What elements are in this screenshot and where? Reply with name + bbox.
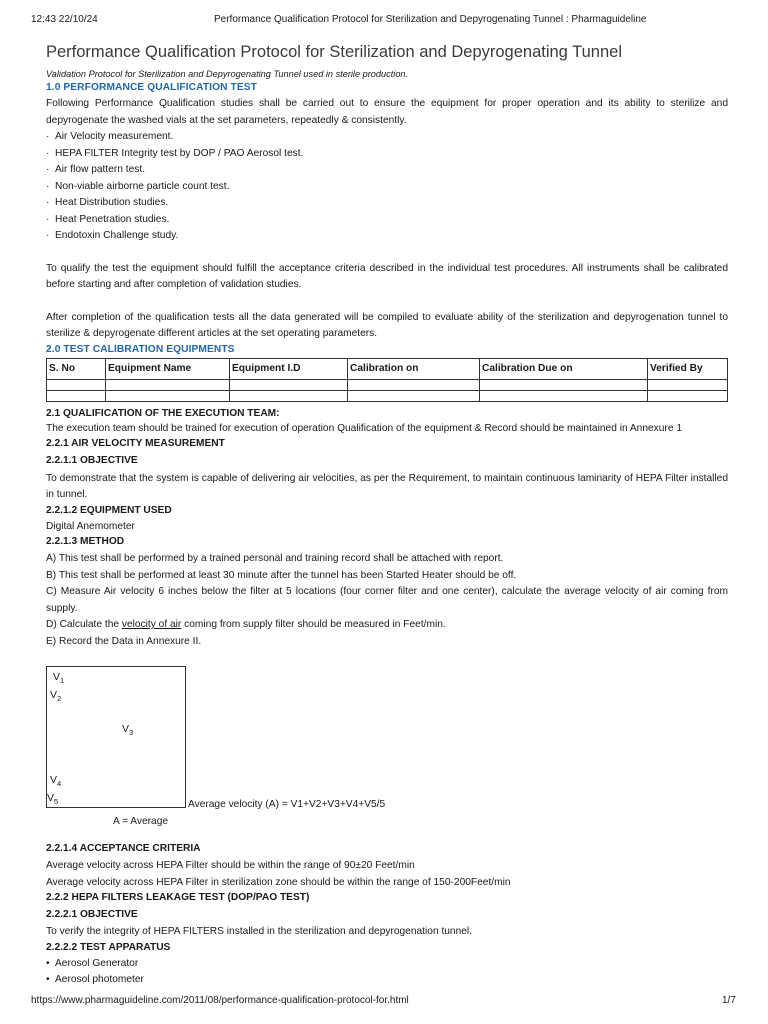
subsection-2-2-1-2-heading: 2.2.1.2 EQUIPMENT USED	[46, 504, 172, 516]
col-header: Equipment I.D	[230, 358, 348, 379]
point-v2-label: $V_2$	[50, 689, 62, 704]
subsection-2-2-1-4-heading: 2.2.1.4 ACCEPTANCE CRITERIA	[46, 843, 201, 854]
acceptance-criteria-2: Average velocity across HEPA Filter in sterilization zone should be within the range of 150-200Feet/min	[46, 876, 511, 888]
section-1-intro: Following Performance Qualification studies shall be carried out to ensure the equipment for proper operation and its ability to sterilize and depyrogenate the washed vials at the set parameters, repeatedly & consistently.	[46, 98, 728, 126]
subsection-2-2-2-2-heading: 2.2.2.2 TEST APPARATUS	[46, 941, 171, 953]
average-velocity-formula: Average velocity (A) = V1+V2+V3+V4+V5/5	[188, 799, 386, 810]
calibration-table	[46, 358, 728, 402]
section-heading-1: 1.0 PERFORMANCE QUALIFICATION TEST	[46, 82, 257, 93]
filter-measurement-diagram	[46, 666, 728, 842]
section-heading-2: 2.0 TEST CALIBRATION EQUIPMENTS	[46, 343, 235, 355]
section-1-para-2: To qualify the test the equipment should fulfill the acceptance criteria described in the individual test procedures. All instruments shall be calibrated before starting and after completion of validation studies.	[46, 262, 728, 290]
list-item: • Aerosol photometer	[46, 974, 144, 985]
hepa-objective-text: To verify the integrity of HEPA FILTERS installed in the sterilization and depyrogenation tunnel.	[46, 926, 473, 937]
section-1-para-3: After completion of the qualification tests all the data generated will be compiled to evaluate ability of the sterilization and depyrogenation tunnel to sterilize & depyrogenate different articles at the set operating parameters.	[46, 311, 728, 339]
method-step-d: D) Calculate the velocity of air coming from supply filter should be measured in Feet/min.	[46, 619, 446, 630]
method-step-b: B) This test shall be performed at least 30 minute after the tunnel has been Started Heater should be off.	[46, 569, 517, 581]
col-header: Calibration on	[348, 358, 480, 379]
col-header: S. No	[47, 358, 106, 379]
velocity-of-air-link[interactable]: velocity of air	[121, 619, 182, 630]
print-timestamp: 12:43 22/10/24	[31, 14, 98, 25]
table-row	[47, 379, 728, 390]
point-v3-label: $V_3$	[122, 723, 134, 738]
page-number: 1/7	[722, 995, 736, 1006]
point-v1-label: $V_1$	[53, 671, 65, 686]
objective-text: To demonstrate that the system is capable of delivering air velocities, as per the Requirement, to maintain continuous laminarity of HEPA Filter installed in tunnel.	[46, 472, 728, 500]
print-page-title: Performance Qualification Protocol for Sterilization and Depyrogenating Tunnel : Pharmaguideline	[214, 14, 647, 25]
document-body	[46, 42, 728, 989]
col-header: Verified By	[648, 358, 728, 379]
subsection-2-2-1-heading: 2.2.1 AIR VELOCITY MEASUREMENT	[46, 437, 225, 449]
list-item: · Heat Distribution studies.	[46, 197, 169, 208]
method-step-a: A) This test shall be performed by a trained personal and training record shall be attached with report.	[46, 553, 504, 564]
average-legend: A = Average	[113, 816, 169, 827]
list-item: · HEPA FILTER Integrity test by DOP / PAO Aerosol test.	[46, 147, 304, 159]
list-item: • Aerosol Generator	[46, 957, 139, 969]
apparatus-list	[46, 956, 728, 989]
list-item: · Air Velocity measurement.	[46, 131, 174, 142]
subsection-2-2-1-1-heading: 2.2.1.1 OBJECTIVE	[46, 454, 138, 466]
page-title: Performance Qualification Protocol for Sterilization and Depyrogenating Tunnel	[46, 43, 622, 61]
col-header: Equipment Name	[106, 358, 230, 379]
pq-studies-list	[46, 129, 728, 245]
col-header: Calibration Due on	[480, 358, 648, 379]
equipment-used-text: Digital Anemometer	[46, 520, 135, 532]
method-step-e: E) Record the Data in Annexure II.	[46, 635, 202, 647]
page-subtitle: Validation Protocol for Sterilization and Depyrogenating Tunnel used in sterile production.	[46, 69, 409, 79]
subsection-2-2-2-1-heading: 2.2.2.1 OBJECTIVE	[46, 909, 138, 920]
list-item: · Air flow pattern test.	[46, 164, 146, 175]
list-item: · Endotoxin Challenge study.	[46, 230, 179, 241]
table-row	[47, 390, 728, 401]
method-step-c: C) Measure Air velocity 6 inches below the filter at 5 locations (four corner filter and one center), calculate the average velocity of air coming from supply.	[46, 586, 728, 614]
page-url: https://www.pharmaguideline.com/2011/08/performance-qualification-protocol-for.html	[31, 995, 409, 1006]
subsection-2-1-heading: 2.1 QUALIFICATION OF THE EXECUTION TEAM:	[46, 407, 280, 419]
filter-box	[46, 666, 186, 808]
point-v4-label: $V_4$	[50, 774, 62, 789]
subsection-2-2-1-3-heading: 2.2.1.3 METHOD	[46, 536, 125, 547]
list-item: · Non-viable airborne particle count test.	[46, 180, 230, 192]
acceptance-criteria-1: Average velocity across HEPA Filter should be within the range of 90±20 Feet/min	[46, 860, 415, 871]
subsection-2-2-2-heading: 2.2.2 HEPA FILTERS LEAKAGE TEST (DOP/PAO TEST)	[46, 892, 310, 903]
point-v5-label: $V_5$	[47, 792, 59, 807]
list-item: · Heat Penetration studies.	[46, 213, 170, 225]
subsection-2-1-text: The execution team should be trained for execution of operation Qualification of the equipment & Record should be maintained in Annexure 1	[46, 422, 682, 434]
table-header-row	[47, 358, 728, 379]
